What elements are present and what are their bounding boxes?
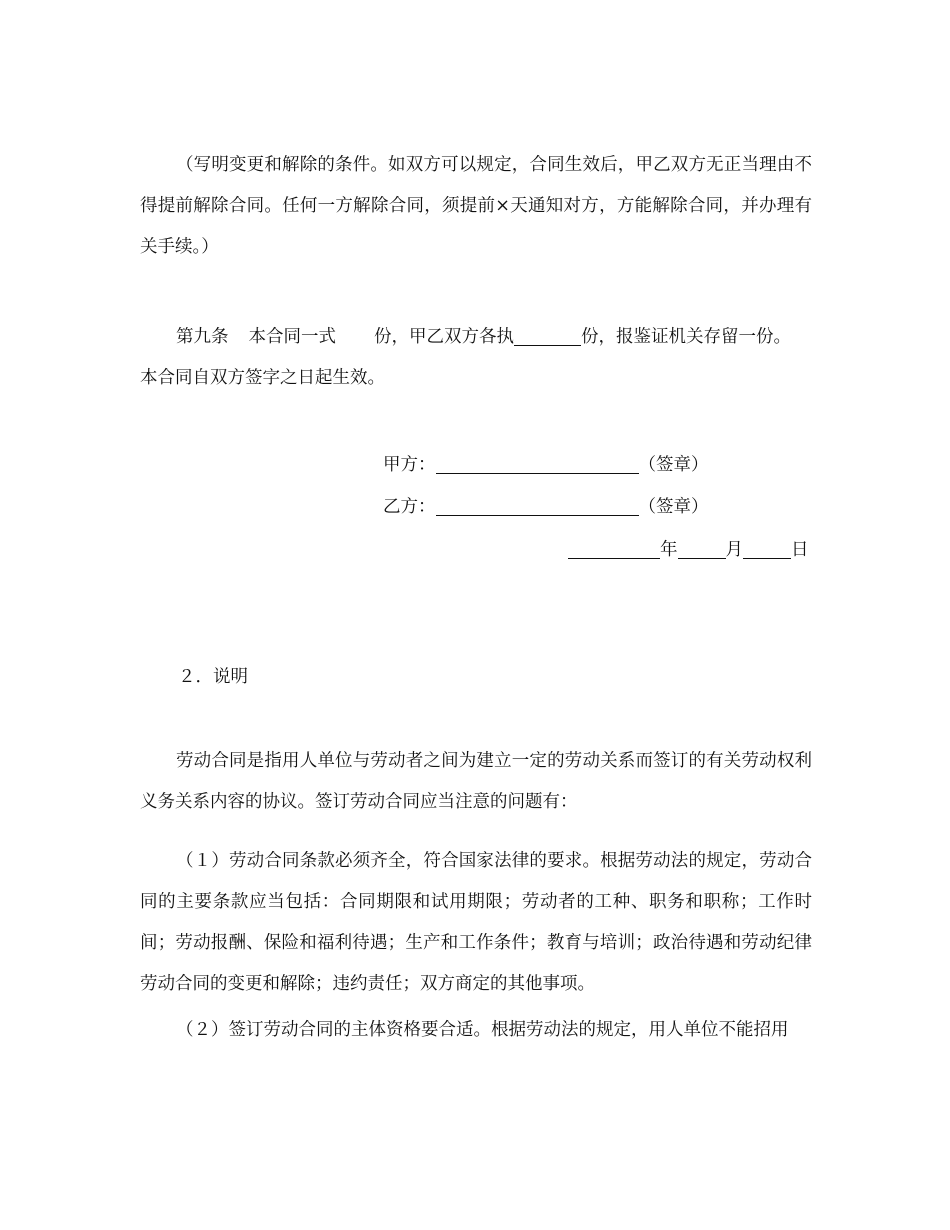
- explanation-item-1-text: （１）劳动合同条款必须齐全，符合国家法律的要求。根据劳动法的规定，劳动合同的主要条款应当包括：合同期限和试用期限；劳动者的工种、职务和职称；工作时间；劳动报酬、保险和福利待遇；生产和工作条件；教育与培训；政治待遇和劳动纪律劳动合同的变更和解除；违约责任；双方商定的其他事项。: [140, 851, 812, 994]
- party-a-signature-blank: [436, 453, 639, 474]
- explanation-intro-text: 劳动合同是指用人单位与劳动者之间为建立一定的劳动关系而签订的有关劳动权利义务关系内容的协议。签订劳动合同应当注意的问题有：: [140, 751, 812, 812]
- party-a-label: 甲方：: [383, 455, 436, 475]
- modification-note: [140, 145, 812, 268]
- article-nine-line-2: 本合同自双方签字之日起生效。: [140, 368, 385, 388]
- article-nine: [140, 317, 812, 399]
- party-b-label: 乙方：: [383, 497, 436, 517]
- day-blank: [743, 538, 791, 559]
- explanation-intro: [140, 741, 812, 823]
- article-nine-number: 第九条: [176, 327, 229, 347]
- year-blank: [568, 538, 660, 559]
- party-b-signature-blank: [436, 495, 639, 516]
- explanation-item-2-text: （２）签订劳动合同的主体资格要合适。根据劳动法的规定，用人单位不能招用: [176, 1020, 789, 1040]
- article-nine-filing-text: 份，报鉴证机关存留一份。: [581, 327, 791, 347]
- month-label: 月: [725, 540, 743, 560]
- modification-note-text: （写明变更和解除的条件。如双方可以规定，合同生效后，甲乙双方无正当理由不得提前解除合同。任何一方解除合同，须提前×天通知对方，方能解除合同，并办理有关手续。）: [140, 155, 812, 257]
- party-a-signature-line: [383, 450, 709, 480]
- party-b-signature-line: [383, 492, 709, 522]
- article-nine-each-party-label: 份，甲乙双方各执: [374, 327, 514, 347]
- article-nine-copies-label: 本合同一式: [248, 327, 336, 347]
- party-b-seal-label: （签章）: [638, 497, 709, 517]
- date-line: [568, 535, 809, 565]
- month-blank: [678, 538, 726, 559]
- explanation-item-1: [140, 841, 812, 1005]
- section-two-heading: ２．说明: [178, 667, 248, 687]
- article-nine-line-1: [140, 317, 812, 358]
- party-a-seal-label: （签章）: [638, 455, 709, 475]
- each-party-copies-blank: [514, 325, 581, 346]
- day-label: 日: [791, 540, 809, 560]
- year-label: 年: [660, 540, 678, 560]
- explanation-item-2: [140, 1010, 812, 1051]
